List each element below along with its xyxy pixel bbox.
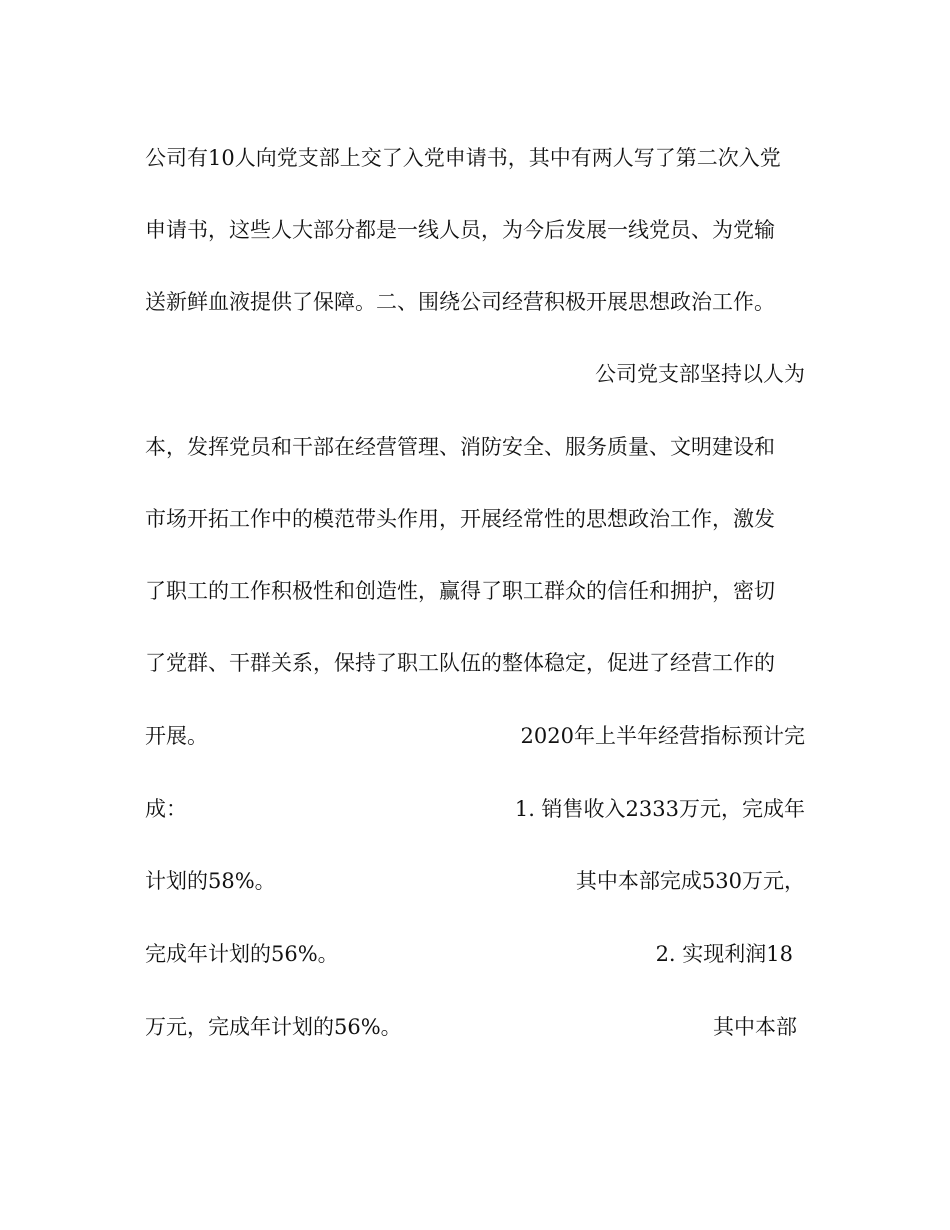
line-text: 本，发挥党员和干部在经营管理、消防安全、服务质量、文明建设和 (145, 435, 775, 459)
text-line-2 (145, 210, 805, 250)
text-line-3 (145, 282, 805, 322)
line-text: 送新鲜血液提供了保障。二、围绕公司经营积极开展思想政治工作。 (145, 290, 775, 314)
line-text: 公司有10人向党支部上交了入党申请书，其中有两人写了第二次入党 (145, 146, 781, 170)
text-line-6 (145, 499, 805, 539)
text-line-1 (145, 138, 805, 178)
line-text-left: 万元，完成年计划的56%。 (145, 1015, 402, 1039)
line-text-right: 其中本部完成530万元， (575, 869, 805, 893)
line-text: 了党群、干群关系，保持了职工队伍的整体稳定，促进了经营工作的 (145, 651, 775, 675)
line-text-right: 2020年上半年经营指标预计完 (520, 724, 805, 748)
text-line-9 (145, 716, 805, 756)
line-text-right: 公司党支部坚持以人为 (595, 362, 805, 386)
line-text: 市场开拓工作中的模范带头作用，开展经常性的思想政治工作，激发 (145, 507, 775, 531)
line-text-right: 其中本部 (713, 1015, 797, 1039)
text-line-10 (145, 789, 805, 829)
line-text-left: 成： (145, 797, 187, 821)
text-line-12 (145, 934, 805, 974)
text-line-4 (145, 354, 805, 394)
line-text-right: 1. 销售收入2333万元，完成年 (514, 797, 805, 821)
text-line-7 (145, 571, 805, 611)
text-line-11 (145, 861, 805, 901)
text-line-13 (145, 1007, 805, 1047)
line-text-left: 完成年计划的56%。 (145, 942, 339, 966)
text-line-8 (145, 643, 805, 683)
text-line-5 (145, 427, 805, 467)
line-text-left: 计划的58%。 (145, 869, 276, 893)
line-text: 申请书，这些人大部分都是一线人员，为今后发展一线党员、为党输 (145, 218, 775, 242)
line-text-right: 2. 实现利润18 (655, 942, 793, 966)
line-text-left: 开展。 (145, 724, 208, 748)
line-text: 了职工的工作积极性和创造性，赢得了职工群众的信任和拥护，密切 (145, 579, 775, 603)
